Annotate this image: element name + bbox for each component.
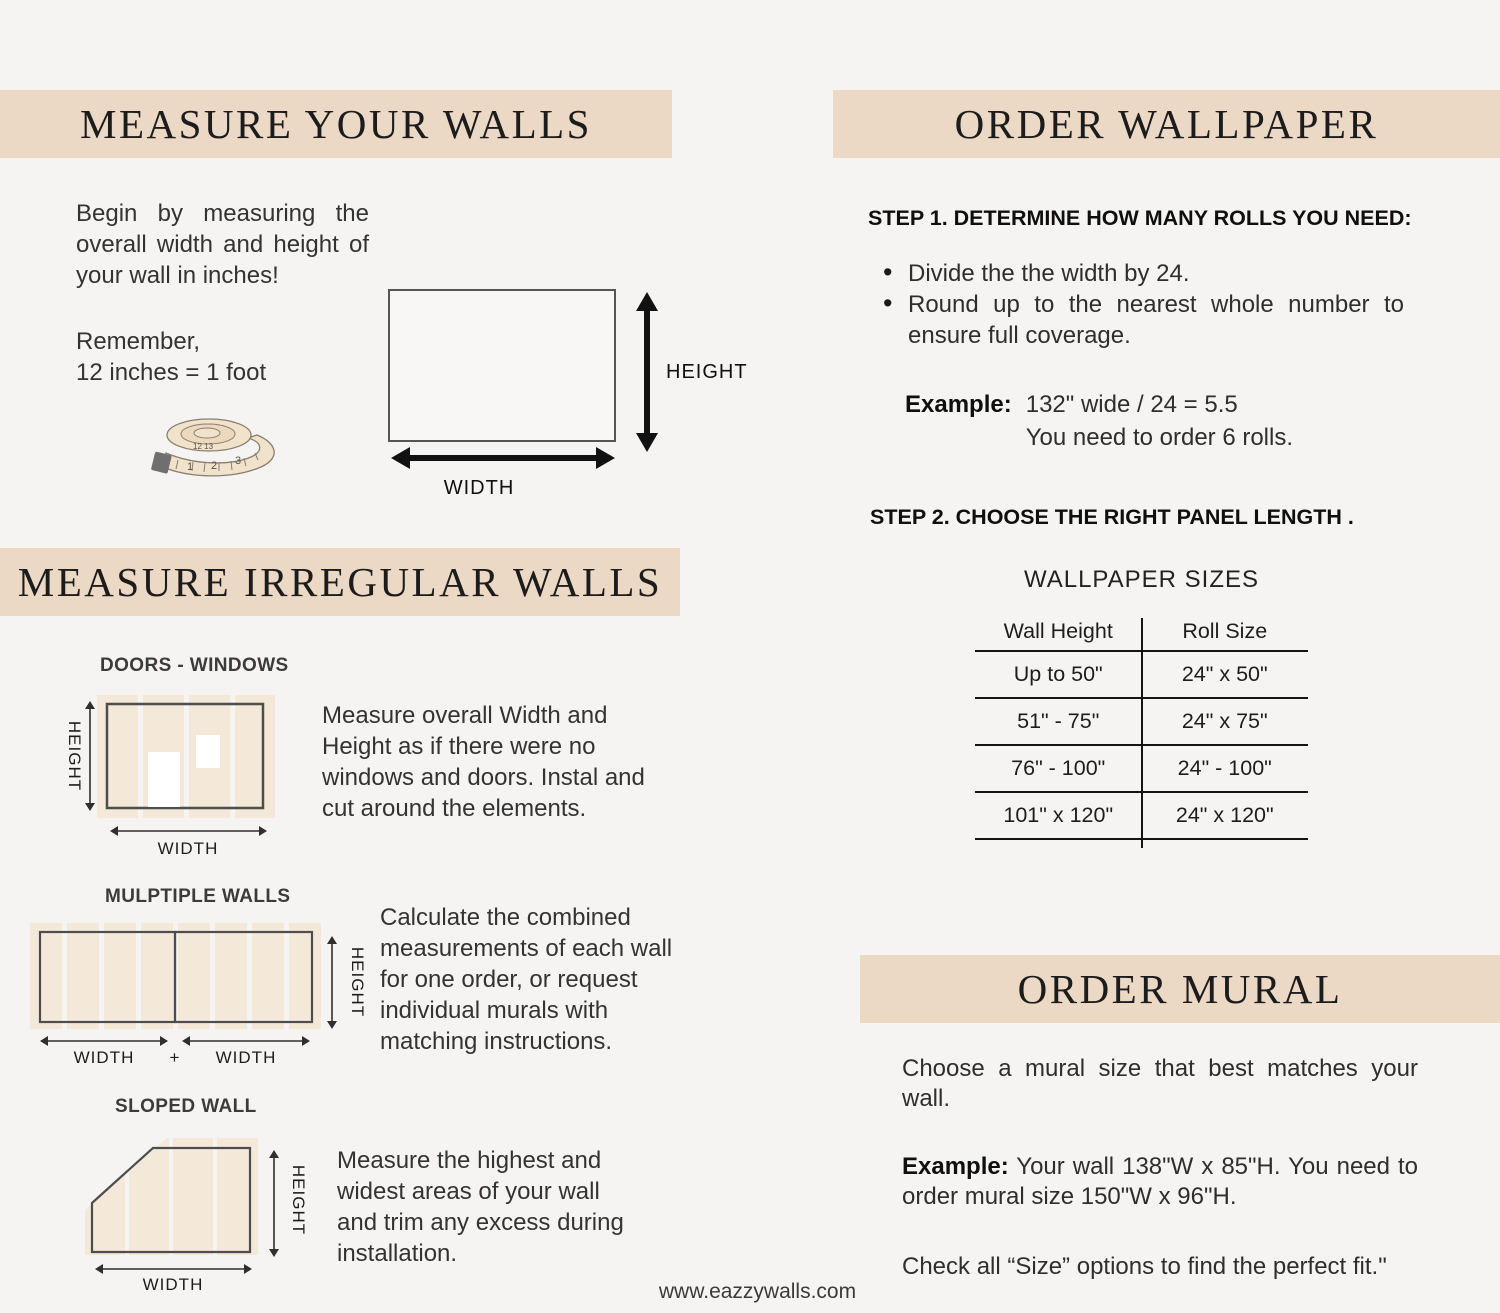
- banner-measure-your-walls-text: MEASURE YOUR WALLS: [80, 101, 592, 147]
- wall-height-value: 101" x 120": [1003, 803, 1114, 827]
- roll-size-value: 24" x 75": [1181, 709, 1268, 733]
- step1-heading: STEP 1. DETERMINE HOW MANY ROLLS YOU NEED:: [868, 206, 1412, 230]
- arrowhead-up: [327, 936, 337, 944]
- mural-example: [902, 1152, 1418, 1212]
- width-label-right: WIDTH: [215, 1048, 277, 1067]
- arrowhead-up: [269, 1150, 279, 1158]
- wall-height-value: 76" - 100": [1011, 756, 1106, 780]
- sloped-wall-diagram: [78, 1128, 310, 1293]
- height-label: HEIGHT: [65, 720, 84, 792]
- height-label: HEIGHT: [348, 946, 367, 1018]
- arrowhead-down: [636, 433, 658, 452]
- tape-number-2: 2: [211, 460, 218, 472]
- example-label: Example:: [905, 391, 1012, 418]
- roll-size-value: 24" - 100": [1177, 756, 1272, 780]
- arrowhead-down: [269, 1249, 279, 1257]
- reminder-line-2: 12 inches = 1 foot: [76, 359, 267, 386]
- doors-windows-diagram: [55, 688, 287, 860]
- column-header-roll-size: Roll Size: [1182, 618, 1268, 643]
- intro-paragraph: Begin by measuring the overall width and height of your wall in inches!: [76, 200, 369, 289]
- banner-order-wallpaper-text: ORDER WALLPAPER: [954, 101, 1379, 147]
- arrowhead-down: [327, 1021, 337, 1029]
- arrowhead-up: [636, 292, 658, 311]
- mural-example-text: Your wall 138"W x 85"H. You need to order mural size 150"W x 96"H.: [902, 1153, 1418, 1210]
- example-label: Example:: [902, 1153, 1009, 1180]
- width-label: WIDTH: [142, 1275, 204, 1293]
- arrowhead-right: [259, 826, 267, 836]
- arrowhead-left-2: [182, 1036, 190, 1046]
- mural-note: Check all “Size” options to find the perfect fit.": [902, 1253, 1387, 1280]
- tape-measure-illustration: [145, 413, 295, 488]
- arrowhead-right: [596, 447, 615, 469]
- arrowhead-left: [95, 1264, 103, 1274]
- example-calculation: 132" wide / 24 = 5.5: [1025, 391, 1238, 418]
- roll-size-value: 24" x 120": [1175, 803, 1274, 827]
- arrowhead-right: [244, 1264, 252, 1274]
- arrowhead-right: [160, 1036, 168, 1046]
- width-label: WIDTH: [157, 839, 219, 858]
- roll-size-value: 24" x 50": [1181, 662, 1268, 686]
- banner-order-mural-text: ORDER MURAL: [1017, 966, 1343, 1012]
- step1-example: [905, 388, 1293, 454]
- tape-metal-clip: [151, 451, 172, 474]
- arrowhead-left: [40, 1036, 48, 1046]
- example-result: You need to order 6 rolls.: [1025, 424, 1294, 451]
- mural-intro: Choose a mural size that best matches your wall.: [902, 1055, 1418, 1112]
- wallpaper-panels: [97, 695, 275, 818]
- banner-order-mural: [860, 955, 1500, 1023]
- height-arrow: [631, 291, 663, 453]
- wall-rectangle: [388, 289, 616, 442]
- reminder-line-1: Remember,: [76, 328, 201, 355]
- door-cutout: [148, 752, 180, 807]
- wall-height-value: 51" - 75": [1017, 709, 1100, 733]
- reminder-paragraph: [76, 326, 376, 388]
- arrowhead-down: [85, 803, 95, 811]
- width-label-left: WIDTH: [73, 1048, 135, 1067]
- doors-windows-title: DOORS - WINDOWS: [100, 655, 289, 676]
- multiple-walls-description: Calculate the combined measurements of each wall for one order, or request individual murals with matching instructions.: [380, 904, 673, 1055]
- wallpaper-panels: [85, 1136, 258, 1257]
- table-column-divider: [1141, 618, 1143, 848]
- width-label: WIDTH: [443, 477, 515, 499]
- arrowhead-right-2: [302, 1036, 310, 1046]
- step1-bullet-list: [882, 258, 1404, 351]
- tape-small-numbers: 12 13: [193, 442, 214, 451]
- height-label: HEIGHT: [666, 361, 748, 383]
- example-content: [1026, 388, 1293, 454]
- multiple-walls-diagram: [25, 918, 377, 1070]
- tape-number-3: 3: [235, 455, 242, 467]
- banner-measure-your-walls: [0, 90, 672, 158]
- banner-order-wallpaper: [833, 90, 1500, 158]
- step2-heading: STEP 2. CHOOSE THE RIGHT PANEL LENGTH .: [870, 505, 1354, 529]
- bullet-round-up: • Round up to the nearest whole number to ensure full coverage.: [882, 289, 1404, 351]
- arrowhead-left: [391, 447, 410, 469]
- sloped-wall-title: SLOPED WALL: [115, 1096, 257, 1117]
- tape-number-1: 1: [187, 461, 194, 473]
- tape-coil-inner: [194, 428, 220, 438]
- multiple-walls-title: MULPTIPLE WALLS: [105, 886, 291, 907]
- website-url: www.eazzywalls.com: [658, 1280, 857, 1303]
- sloped-wall-description: Measure the highest and widest areas of your wall and trim any excess during installation.: [337, 1147, 624, 1267]
- window-cutout: [196, 735, 220, 768]
- wallpaper-sizes-title: WALLPAPER SIZES: [1023, 566, 1260, 593]
- wallpaper-sizes-table: [975, 612, 1308, 840]
- wall-height-value: Up to 50": [1013, 662, 1103, 686]
- width-arrow: [390, 442, 616, 474]
- height-label: HEIGHT: [289, 1164, 308, 1236]
- plus-sign: +: [169, 1048, 181, 1067]
- order-mural-section: [902, 1054, 1418, 1282]
- banner-measure-irregular-walls: [0, 548, 680, 616]
- bullet-divide-width: • Divide the the width by 24.: [882, 258, 1404, 289]
- banner-measure-irregular-walls-text: MEASURE IRREGULAR WALLS: [17, 559, 663, 605]
- arrowhead-up: [85, 701, 95, 709]
- doors-windows-description: Measure overall Width and Height as if there were no windows and doors. Instal and cut around the elements.: [322, 702, 645, 822]
- column-header-wall-height: Wall Height: [1003, 618, 1113, 643]
- arrowhead-left: [110, 826, 118, 836]
